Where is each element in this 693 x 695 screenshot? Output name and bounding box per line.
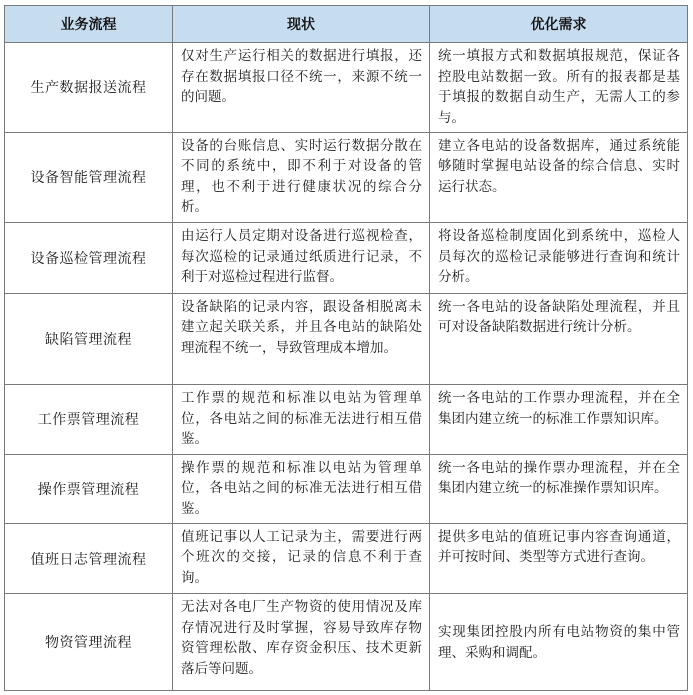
process-cell: 工作票管理流程	[5, 385, 173, 454]
table-row	[5, 223, 688, 293]
process-cell: 值班日志管理流程	[5, 523, 173, 593]
header-process: 业务流程	[5, 6, 173, 43]
process-cell: 生产数据报送流程	[5, 43, 173, 133]
status-cell: 值班记事以人工记录为主，需要进行两个班次的交接，记录的信息不利于查询。	[173, 523, 430, 593]
table-body	[5, 43, 688, 691]
requirement-cell: 统一填报方式和数据填报规范，保证各控股电站数据一致。所有的报表都是基于填报的数据自动生产，无需人工的参与。	[430, 43, 688, 133]
requirement-cell: 实现集团控股内所有电站物资的集中管理、采购和调配。	[430, 594, 688, 691]
requirement-cell: 统一各电站的设备缺陷处理流程，并且可对设备缺陷数据进行统计分析。	[430, 293, 688, 385]
status-cell: 无法对各电厂生产物资的使用情况及库存情况进行及时掌握，容易导致库存物资管理松散、库存资金积压、技术更新落后等问题。	[173, 594, 430, 691]
status-cell: 由运行人员定期对设备进行巡视检查，每次巡检的记录通过纸质进行记录，不利于对巡检过程进行监督。	[173, 223, 430, 293]
table-row	[5, 293, 688, 385]
status-cell: 操作票的规范和标准以电站为管理单位，各电站之间的标准无法进行相互借鉴。	[173, 454, 430, 523]
table-row	[5, 454, 688, 523]
status-cell: 工作票的规范和标准以电站为管理单位，各电站之间的标准无法进行相互借鉴。	[173, 385, 430, 454]
requirement-cell: 建立各电站的设备数据库，通过系统能够随时掌握电站设备的综合信息、实时运行状态。	[430, 132, 688, 223]
process-cell: 操作票管理流程	[5, 454, 173, 523]
requirement-cell: 统一各电站的操作票办理流程，并在全集团内建立统一的标准操作票知识库。	[430, 454, 688, 523]
process-cell: 设备智能管理流程	[5, 132, 173, 223]
status-cell: 设备的台账信息、实时运行数据分散在不同的系统中，即不利于对设备的管理，也不利于进行健康状况的综合分析。	[173, 132, 430, 223]
table-row	[5, 594, 688, 691]
requirement-cell: 提供多电站的值班记事内容查询通道，并可按时间、类型等方式进行查询。	[430, 523, 688, 593]
table-row	[5, 385, 688, 454]
status-cell: 设备缺陷的记录内容，跟设备相脱离未建立起关联关系，并且各电站的缺陷处理流程不统一，导致管理成本增加。	[173, 293, 430, 385]
table-row	[5, 132, 688, 223]
requirement-cell: 统一各电站的工作票办理流程，并在全集团内建立统一的标准工作票知识库。	[430, 385, 688, 454]
process-cell: 设备巡检管理流程	[5, 223, 173, 293]
business-process-table	[4, 5, 688, 691]
status-cell: 仅对生产运行相关的数据进行填报，还存在数据填报口径不统一，来源不统一的问题。	[173, 43, 430, 133]
header-requirement: 优化需求	[430, 6, 688, 43]
table-row	[5, 43, 688, 133]
process-cell: 缺陷管理流程	[5, 293, 173, 385]
table-row	[5, 523, 688, 593]
table-header	[5, 6, 688, 43]
process-cell: 物资管理流程	[5, 594, 173, 691]
header-row	[5, 6, 688, 43]
requirement-cell: 将设备巡检制度固化到系统中，巡检人员每次的巡检记录能够进行查询和统计分析。	[430, 223, 688, 293]
header-status: 现状	[173, 6, 430, 43]
